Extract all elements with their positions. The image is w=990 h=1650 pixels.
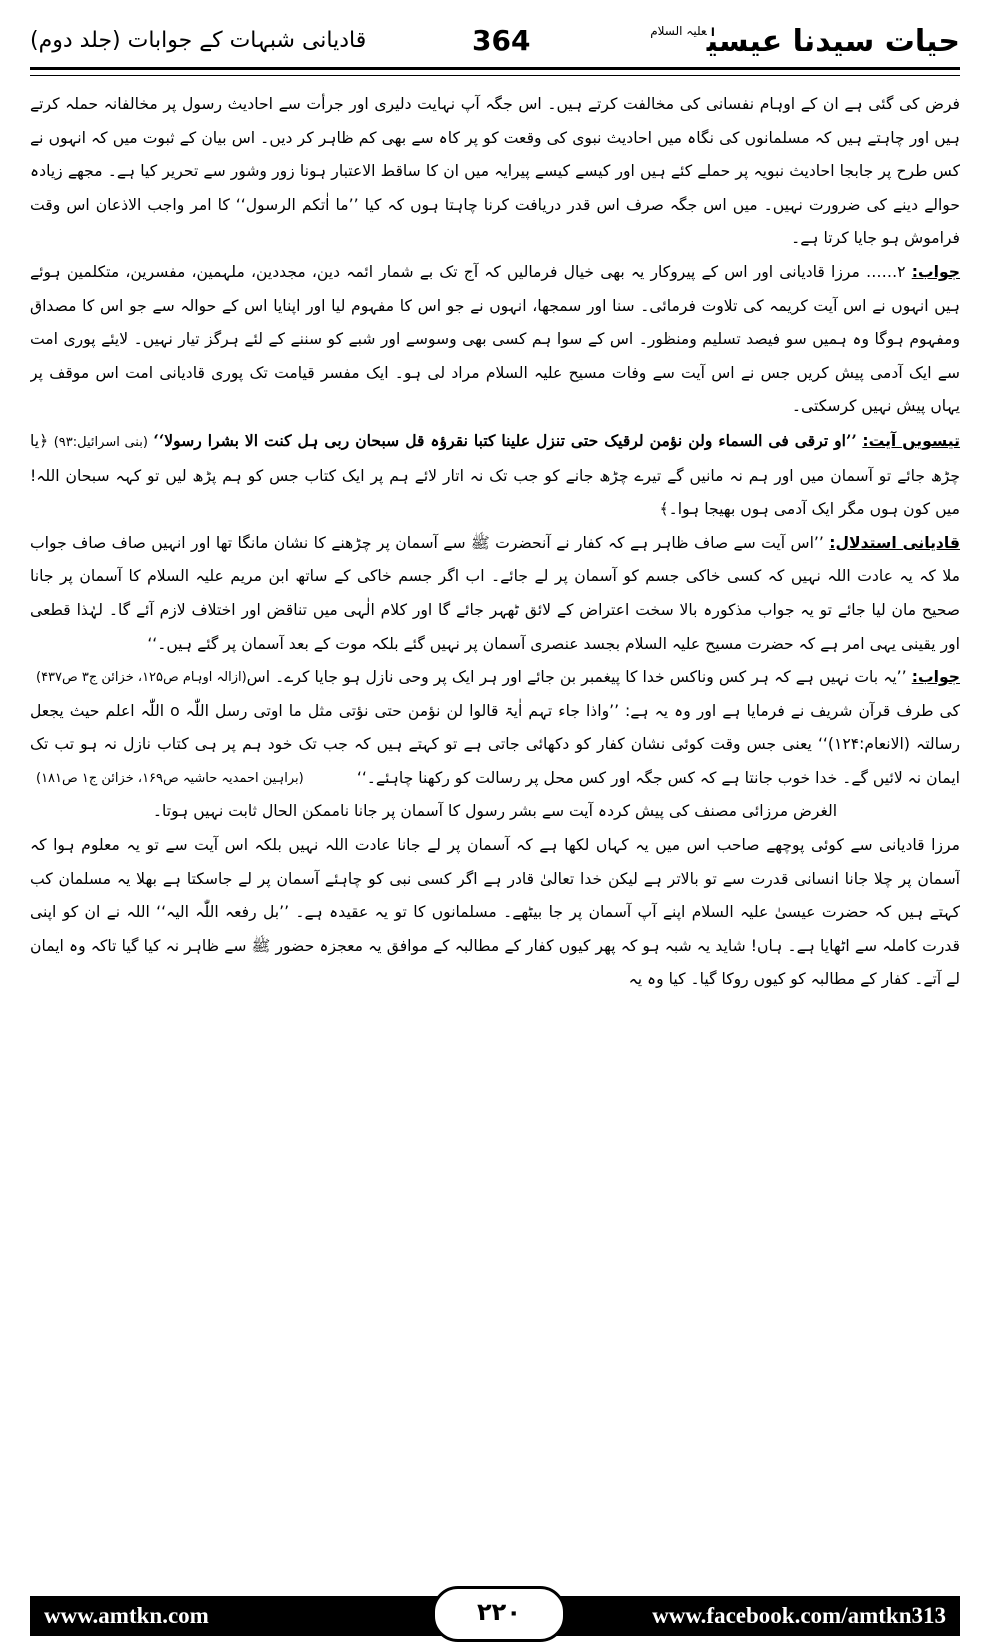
page-header bbox=[30, 22, 960, 70]
answer-main-label: جواب: bbox=[911, 668, 960, 687]
page-footer bbox=[30, 1596, 960, 1636]
verse-translation: ﴿یا چڑھ جائے تو آسمان میں اور ہم نہ مانیں گے تیرے چڑھ جانے کو جب تک نہ اتار لائے ہم پر ایک کتاب جس کو ہم پڑھ لیں تو کہہ سبحان اللہ! میں کون ہوں مگر ایک آدمی ہوں بھیجا ہوا۔﴾ bbox=[30, 431, 960, 519]
honorific: علیہ السلام bbox=[650, 24, 707, 38]
header-rule bbox=[30, 67, 960, 70]
qadiani-argument bbox=[30, 527, 960, 686]
header-rule-thin bbox=[30, 75, 960, 76]
argument-label: قادیانی استدلال: bbox=[829, 533, 960, 552]
website-link[interactable]: www.amtkn.com bbox=[44, 1603, 209, 1628]
answer-main-text: ’’یہ بات نہیں ہے کہ ہر کس وناکس خدا کا پیغمبر بن جائے اور ہر ایک پر وحی نازل ہو جایا کرے۔ اس کی طرف قرآن شریف نے فرمایا ہے اور وہ یہ ہے: ’’واذا جاء تہم اٰیۃ قالوا لن نؤمن حتی نؤتی مثل ما اوتی رسل اللّٰہ o اللّٰہ اعلم حیث یجعل رسالتہ (الانعام:۱۲۴)‘‘ یعنی جس وقت کوئی نشان کفار کو دکھائی جاتی ہے تو کہتے ہیں کہ جب تک خود ہم پر ہی کتاب نازل نہ ہو تب تک ایمان نہ لائیں گے۔ خدا خوب جانتا ہے کہ کس جگہ اور کس محل پر رسالت کو رکھنا چاہئے۔‘‘ bbox=[30, 668, 960, 787]
verse-label: تیسویں آیت: bbox=[862, 431, 960, 450]
verse-arabic: ’’او ترقی فی السماء ولن نؤمن لرقیک حتی تنزل علینا کتبا نقرؤہ قل سبحان ربی ہل کنت الا بشرا رسولا‘‘ bbox=[153, 430, 857, 450]
verse-reference: (بنی اسرائیل:۹۳) bbox=[53, 434, 148, 450]
argument-reference: (ازالہ اوہام ص۱۲۵، خزائن ج۳ ص۴۳۷) bbox=[36, 670, 247, 686]
page-badge: ۲۲۰ bbox=[432, 1586, 566, 1642]
answer-2 bbox=[30, 256, 960, 424]
volume-subtitle: قادیانی شبہات کے جوابات (جلد دوم) bbox=[30, 28, 367, 53]
page-body bbox=[30, 88, 960, 1568]
answer-text: مرزا قادیانی اور اس کے پیروکار یہ بھی خیال فرمالیں کہ آج تک بے شمار ائمہ دین، مجددین، ملہمین، مفسرین، متکلمین ہوئے ہیں انہوں نے اس آیت کریمہ کی تلاوت فرمائی۔ سنا اور سمجھا، انہوں نے جو اس کا مفہوم لیا اور اپنایا اس کے حوالہ سے جو اس کا مصداق ومفہوم ہوگا وہ ہمیں سو فیصد تسلیم ومنظور۔ اس کے سوا ہم کسی بھی وسوسے اور شبے کو سننے کے لئے ہرگز تیار نہیں۔ لایئے پوری امت سے ایک آدمی پیش کریں جس نے اس آیت سے وفات مسیح علیہ السلام مراد لی ہو۔ ایک مفسر قیامت تک پوری قادیانی امت اس موقف پر یہاں پیش نہیں کرسکتی۔ bbox=[30, 262, 960, 416]
book-title: حیات سیدنا عیسیٰ$^{علیہ السلام}$ bbox=[650, 24, 960, 59]
paragraph-intro: فرض کی گئی ہے ان کے اوہام نفسانی کی مخالفت کرتے ہیں۔ اس جگہ آپ نہایت دلیری اور جرأت سے احادیث رسول پر مخالفانہ حملہ کرتے ہیں اور چاہتے ہیں کہ مسلمانوں کی نگاہ میں احادیث نبوی کی وقعت کو پر کاہ سے بھی کم ظاہر کر دیں۔ اس بیان کے ثبوت میں کہ انہوں نے کس طرح پر جابجا احادیث نبویہ پر حملے کئے ہیں اور کیسے کیسے پیرایہ میں ان کا ساقط الاعتبار ہونا زور وشور سے تحریر کیا ہے۔ مجھے زیادہ حوالے دینے کی ضرورت نہیں۔ میں اس جگہ صرف اس قدر دریافت کرنا چاہتا ہوں کہ کیا ’’ما اٰتکم الرسول‘‘ کا امر واجب الاذعان اس وقت فراموش ہو جایا کرتا ہے۔ bbox=[30, 95, 960, 248]
answer-number: ۲…… bbox=[865, 262, 906, 281]
answer-main-reference: (براہین احمدیہ حاشیہ ص۱۶۹، خزائن ج۱ ص۱۸۱) bbox=[36, 770, 304, 786]
argument-text: ’’اس آیت سے صاف ظاہر ہے کہ کفار نے آنحضرت ﷺ سے آسمان پر چڑھنے کا نشان مانگا تھا اور انہیں صاف صاف جواب ملا کہ یہ عادت اللہ نہیں کہ کسی خاکی جسم کو آسمان پر لے جائے۔ اب اگر جسم خاکی کے ساتھ ابن مریم علیہ السلام کا آسمان پر جانا صحیح مان لیا جائے تو یہ جواب مذکورہ بالا سخت اعتراض کے لائق ٹھہر جائے گا اور کلام الٰہی میں تناقض اور اختلاف لازم آئے گا۔ لہٰذا قطعی اور یقینی یہی امر ہے کہ حضرت مسیح علیہ السلام بجسد عنصری آسمان پر نہیں گئے بلکہ موت کے بعد آسمان پر گئے ہیں۔‘‘ bbox=[30, 533, 960, 653]
answer-label: جواب: bbox=[911, 262, 960, 281]
facebook-link[interactable]: www.facebook.com/amtkn313 bbox=[652, 1603, 946, 1628]
page-number: 364 bbox=[472, 24, 531, 57]
verse-23 bbox=[30, 424, 960, 527]
closing-paragraph: مرزا قادیانی سے کوئی پوچھے صاحب اس میں یہ کہاں لکھا ہے کہ آسمان پر لے جانا عادت اللہ نہیں بلکہ اس آیت سے تو یہ معلوم ہوا کہ آسمان پر چلا جانا انسانی قدرت سے تو بالاتر ہے لیکن خدا تعالیٰ قادر ہے اگر کسی نبی کو چاہئے آسمان پر لے جاسکتا ہے بھلا یہ مسلمان کب کہتے ہیں کہ حضرت عیسیٰ علیہ السلام اپنے آپ آسمان پر جا بیٹھے۔ مسلمانوں کا تو یہ عقیدہ ہے۔ ’’بل رفعہ اللّٰہ الیہ‘‘ اللہ نے ان کو اپنی قدرت کاملہ سے اٹھایا ہے۔ ہاں! شاید یہ شبہ ہو کہ پھر کیوں کفار کے مطالبہ کے موافق یہ معجزہ حضور ﷺ سے ظاہر نہ کیا گیا تاکہ وہ ایمان لے آتے۔ کفار کے مطالبہ کو کیوں روکا گیا۔ کیا وہ یہ bbox=[30, 836, 960, 989]
conclusion: الغرض مرزائی مصنف کی پیش کردہ آیت سے بشر رسول کا آسمان پر جانا ناممکن الحال ثابت نہیں ہوتا۔ bbox=[152, 802, 838, 821]
